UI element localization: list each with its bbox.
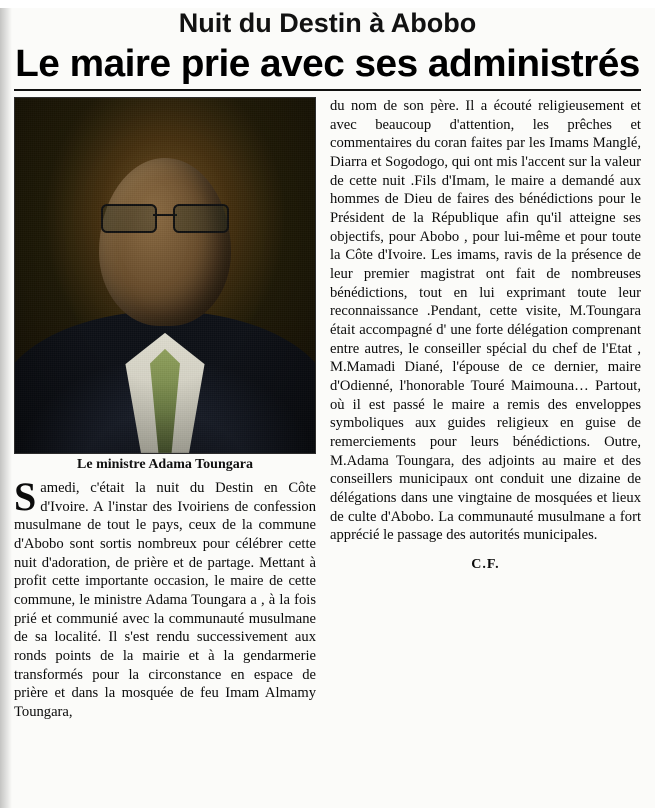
newspaper-page: [0, 8, 655, 808]
article-headline: Le maire prie avec ses administrés: [15, 43, 640, 85]
photo-vignette: [15, 98, 315, 453]
article-kicker: Nuit du Destin à Abobo: [178, 8, 477, 38]
right-column: [330, 97, 641, 722]
author-signature: C.F.: [471, 557, 500, 573]
body-text-left: [14, 473, 316, 722]
left-column: [14, 97, 316, 722]
headline-rule: [14, 89, 641, 91]
right-paragraph: du nom de son père. Il a écouté religieusement et avec beaucoup d'attention, les prêches et commentaires du coran faites par les Imams Manglé, Diarra et Sogodogo, qui ont mis l'accent sur la valeur de cette nuit .Fils d'Imam, le maire a demandé aux hommes de Dieu de faires des bénédictions pour le Président de la République afin qu'il atteigne ses objectifs, pour Abobo , pour lui-même et pour toute la Côte d'Ivoire. Les imams, ravis de la présence de leur premier magistrat ont fait de nombreuses bénédictions, tout en lui exprimant toute leur reconnaissance .Pendant, cette visite, M.Toungara était accompagné d' une forte délégation comprenant entre autres, le conseiller spécial du chef de l'Etat , M.Mamadi Diané, l'épouse de ce dernier, maire d'Odienné, l'honorable Touré Maimouna… Partout, où il est passé le maire a remis des enveloppes symboliques aux guides religieux en guise de remerciements pour leurs bénédictions. Outre, M.Adama Toungara, des adjoints au maire et des conseillers municipaux ont conduit une dizaine de délégations dans une vingtaine de mosquées et lieux de culte d'Abobo. La communauté musulmane a fort apprécié le passage des autorités municipales.: [330, 97, 641, 544]
article-photo: [14, 97, 316, 454]
photo-caption: Le ministre Adama Toungara: [77, 456, 253, 472]
article-body: [0, 97, 655, 732]
body-text-right: [330, 97, 641, 545]
left-paragraph: Samedi, c'était la nuit du Destin en Côte d'Ivoire. A l'instar des Ivoiriens de confession musulmane de tout le pays, ceux de la commune d'Abobo sont sortis nombreux pour célébrer cette nuit d'adoration, de prière et de partage. Mettant à profit cette importante occasion, le maire de cette commune, le ministre Adama Toungara a , à la fois prié et communié avec la communauté musulmane de sa localité. Il s'est rendu successivement aux ronds points de la mairie et à la gendarmerie transformés pour la circonstance en espace de prière et dans la mosquée de feu Imam Almamy Toungara,: [14, 473, 316, 720]
